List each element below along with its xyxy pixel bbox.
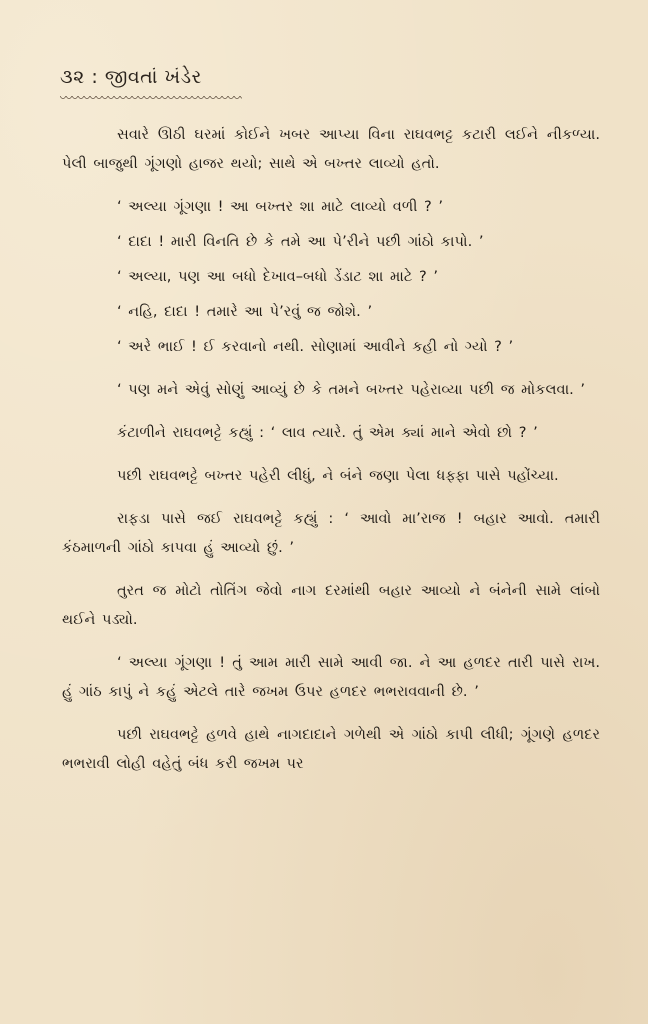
body-text (62, 120, 600, 782)
page-number: ૩૨ (60, 66, 85, 88)
header-separator: : (91, 66, 99, 88)
header-wavy-rule (60, 96, 242, 102)
dialogue-line: ‘ પણ મને એવું સોણું આવ્યું છે કે તમને બખ્તર પહેરાવ્યા પછી જ મોકલવા. ’ (117, 381, 586, 398)
paragraph: કંટાળીને રાઘવભટ્ટે કહ્યું : ‘ લાવ ત્યારે. તું એમ ક્યાં માને એવો છો ? ’ (117, 424, 538, 441)
paragraph: પછી રાઘવભટ્ટે બખ્તર પહેરી લીધું, ને બંને જણા પેલા ધફ્ફા પાસે પહોંચ્યા. (117, 467, 559, 484)
running-header (60, 66, 202, 88)
running-title: જીવતાં ખંડેર (104, 66, 202, 88)
paragraph: રાફડા પાસે જઈ રાઘવભટ્ટે કહ્યું : ‘ આવો મા’રાજ ! બહાર આવો. તમારી કંઠમાળની ગાંઠો કાપવા હું આવ્યો છું. ’ (62, 510, 600, 556)
paragraph: તુરત જ મોટો તોતિંગ જેવો નાગ દરમાંથી બહાર આવ્યો ને બંનેની સામે લાંબો થઈને પડ્યો. (62, 582, 600, 628)
dialogue-line: ‘ અલ્યા ગૂંગણા ! આ બખ્તર શા માટે લાવ્યો વળી ? ’ (117, 198, 444, 215)
dialogue-line: ‘ અરે ભાઈ ! ઈ કરવાનો નથી. સોણામાં આવીને કહી નો ગ્યો ? ’ (117, 338, 514, 355)
paragraph: સવારે ઊઠી ઘરમાં કોઈને ખબર આપ્યા વિના રાઘવભટ્ટ કટારી લઈને નીકળ્યા. પેલી બાજુથી ગૂંગણો હાજર થયો; સાથે એ બખ્તર લાવ્યો હતો. (62, 126, 600, 172)
dialogue-line: ‘ દાદા ! મારી વિનતિ છે કે તમે આ પે’રીને પછી ગાંઠો કાપો. ’ (117, 233, 484, 250)
dialogue-line: ‘ અલ્યા ગૂંગણા ! તું આમ મારી સામે આવી જા. ને આ હળદર તારી પાસે રાખ. હું ગાંઠ કાપું ને કહું એટલે તારે જખમ ઉપર હળદર ભભરાવવાની છે. ’ (62, 654, 600, 700)
dialogue-line: ‘ નહિ, દાદા ! તમારે આ પે’રવું જ જોશે. ’ (117, 303, 373, 320)
dialogue-line: ‘ અલ્યા, પણ આ બધો દેખાવ–બધો ડેંડાટ શા માટે ? ’ (117, 268, 438, 285)
paragraph: પછી રાઘવભટ્ટે હળવે હાથે નાગદાદાને ગળેથી એ ગાંઠો કાપી લીધી; ગૂંગણે હળદર ભભરાવી લોહી વહેતું બંધ કરી જખમ પર (62, 726, 600, 772)
